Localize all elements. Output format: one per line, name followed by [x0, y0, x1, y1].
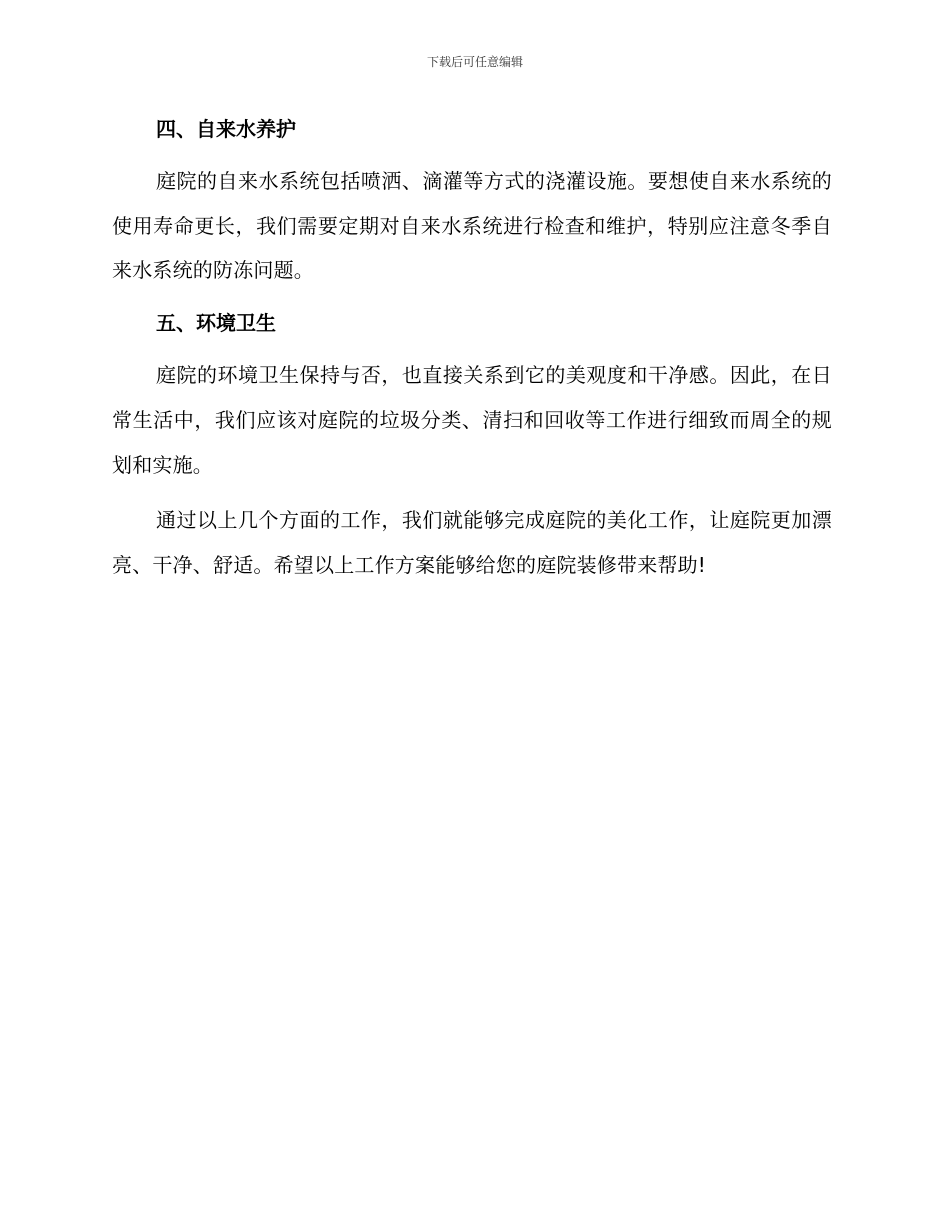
closing-paragraph: 通过以上几个方面的工作，我们就能够完成庭院的美化工作，让庭院更加漂亮、干净、舒适。希望以上工作方案能够给您的庭院装修带来帮助!: [112, 508, 832, 577]
section-paragraph-water-maintenance: 庭院的自来水系统包括喷洒、滴灌等方式的浇灌设施。要想使自来水系统的使用寿命更长，我们需要定期对自来水系统进行检查和维护，特别应注意冬季自来水系统的防冻问题。: [112, 169, 832, 283]
document-body: [112, 110, 832, 599]
section-heading-environment-hygiene: 五、环境卫生: [156, 311, 276, 336]
section-paragraph-environment-hygiene: 庭院的环境卫生保持与否，也直接关系到它的美观度和干净感。因此，在日常生活中，我们应该对庭院的垃圾分类、清扫和回收等工作进行细致而周全的规划和实施。: [112, 363, 832, 477]
page-header: 下载后可任意编辑: [426, 55, 523, 69]
section-heading-water-maintenance: 四、自来水养护: [156, 117, 296, 141]
